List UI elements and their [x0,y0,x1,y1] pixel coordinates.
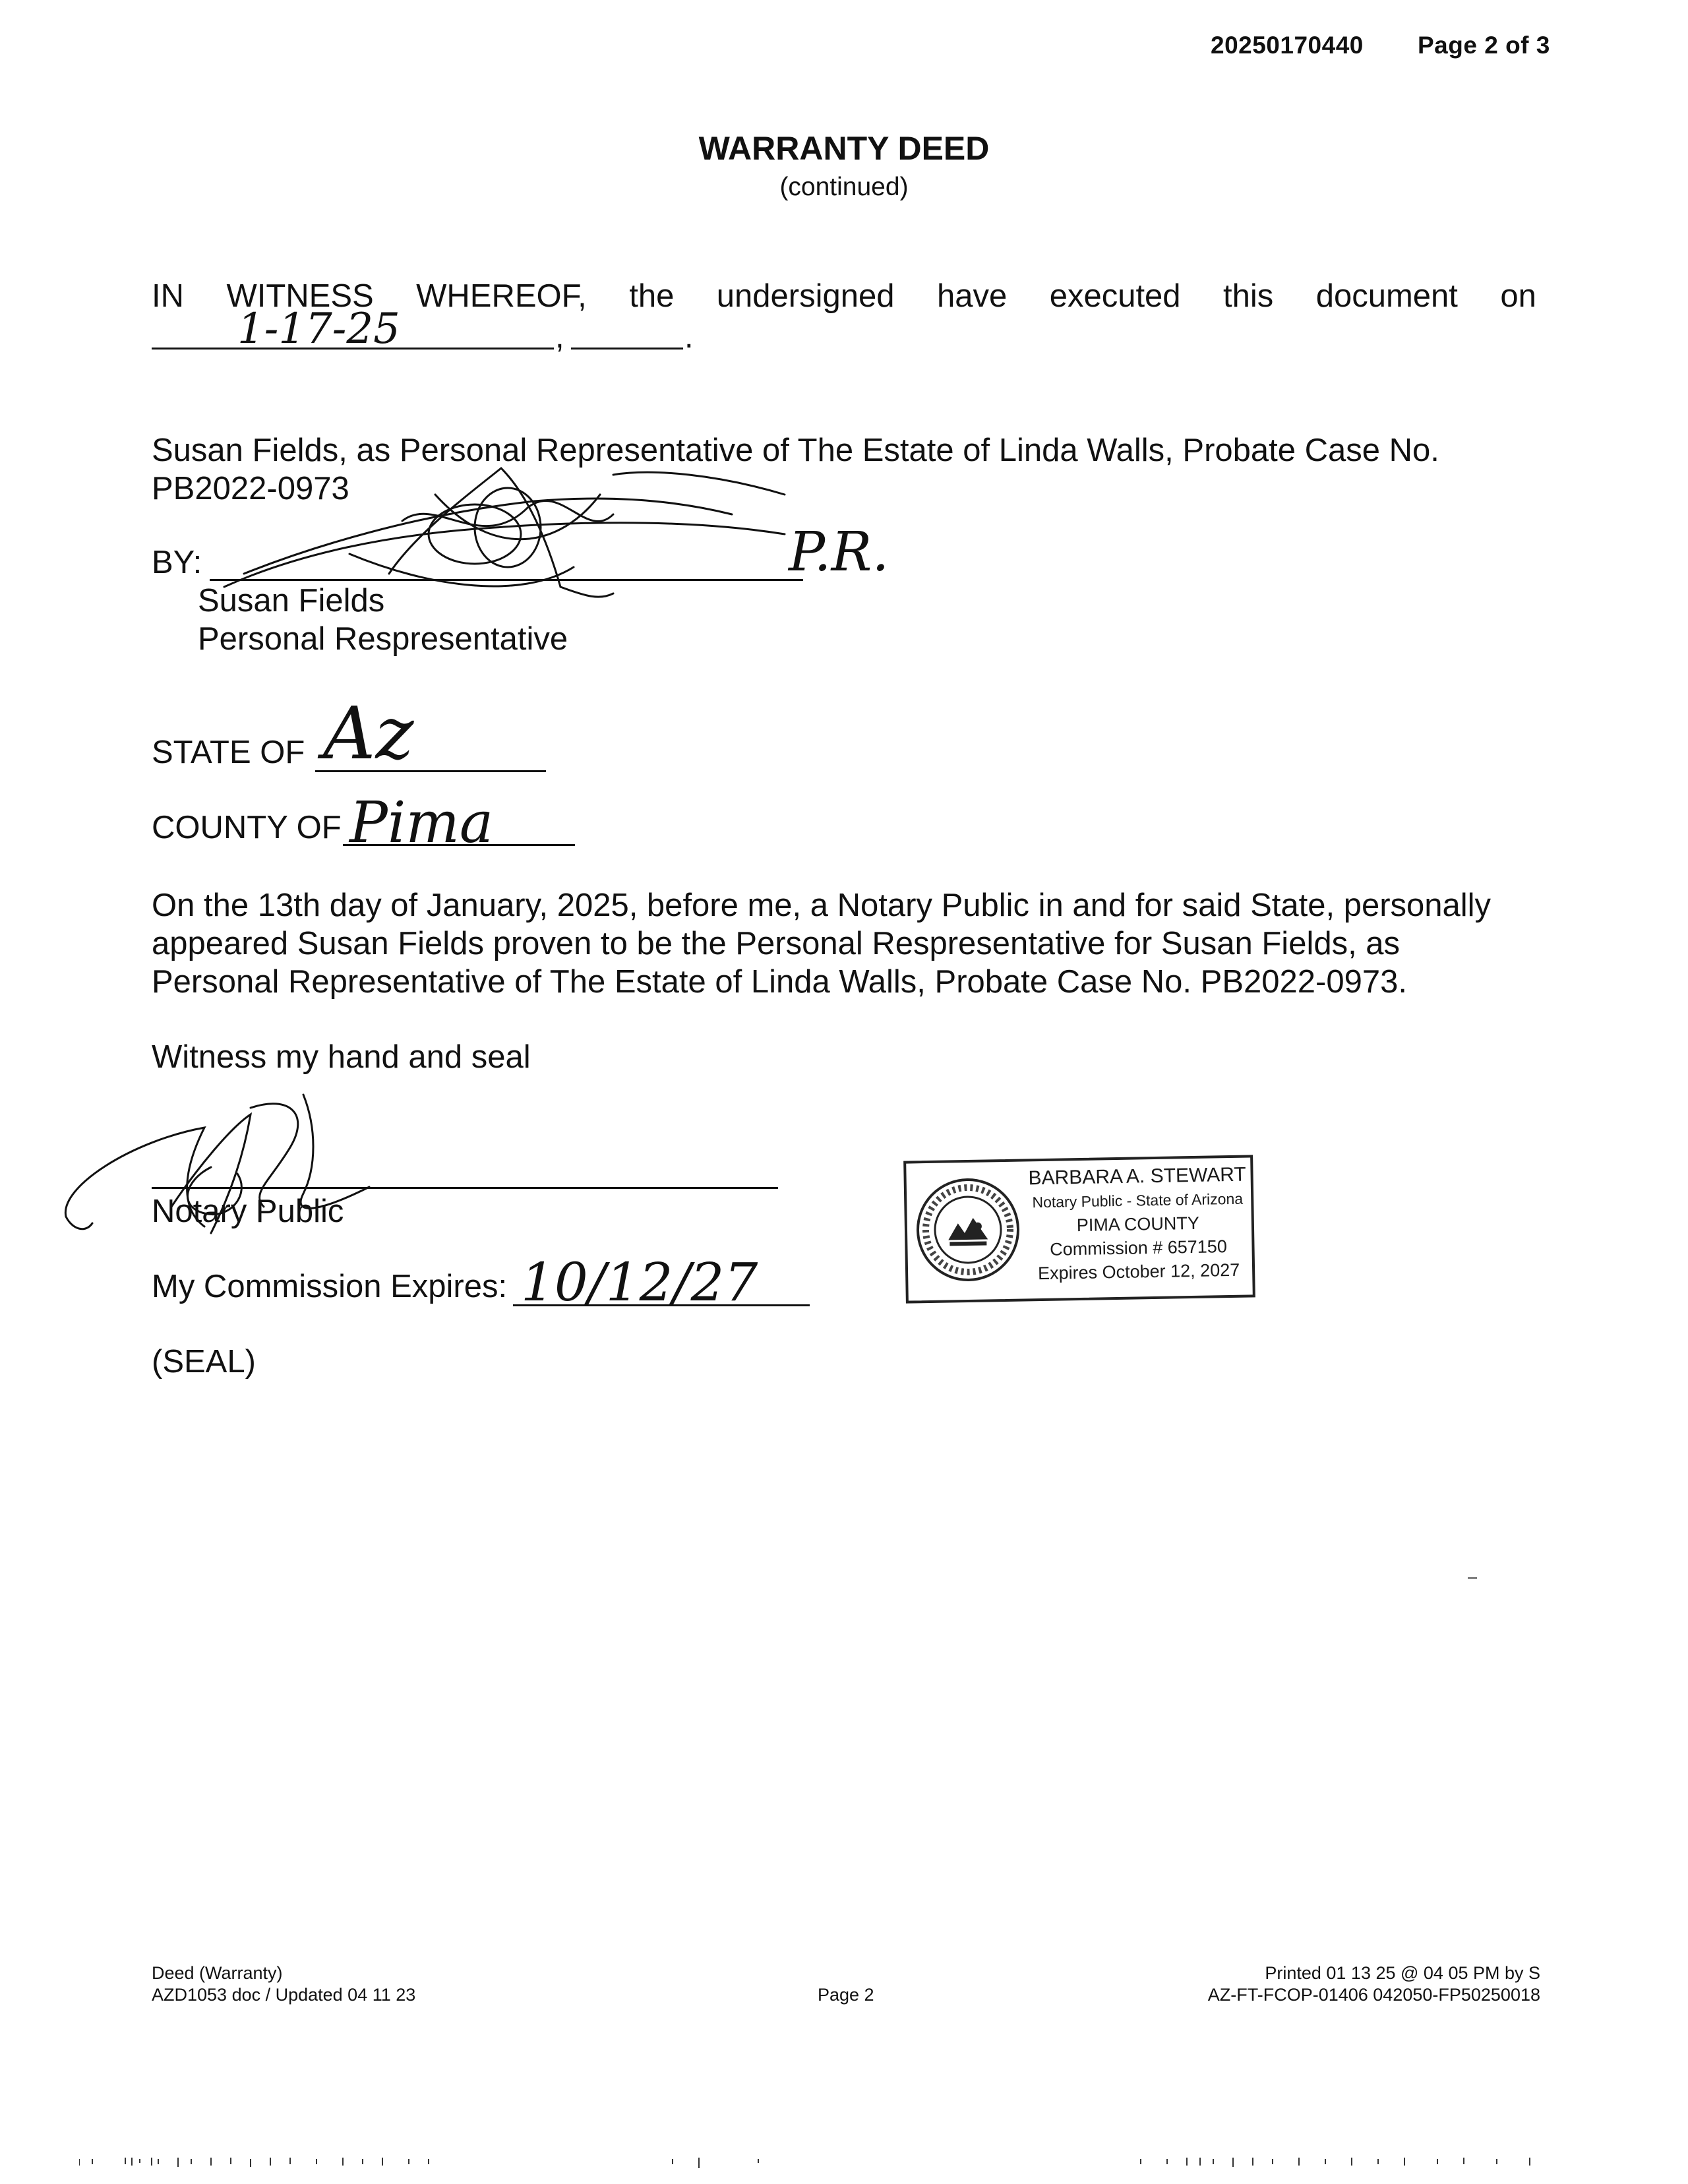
county-label: COUNTY OF [152,810,342,845]
commission-date-handwritten: 10/12/27 [521,1252,758,1313]
execution-year-line [571,348,683,349]
grantor-case-number: PB2022-0973 [152,471,349,506]
document-subtitle: (continued) [779,173,909,201]
scan-speck [1468,1577,1477,1579]
signer-name: Susan Fields [198,583,385,619]
witness-hand-seal: Witness my hand and seal [152,1039,531,1075]
notary-stamp [903,1155,1255,1303]
witness-word: WITNESS [226,278,374,314]
witness-word: document [1315,278,1458,314]
notary-signature-line [152,1187,778,1189]
signer-title: Personal Respresentative [198,621,568,657]
footer-order-id: AZ-FT-FCOP-01406 042050-FP50250018 [1207,1985,1540,2005]
signature-line [210,579,803,581]
witness-word: on [1500,278,1536,314]
acknowledgment-line-2: appeared Susan Fields proven to be the Personal Respresentative for Susan Fields, as [152,926,1401,961]
page-indicator: Page 2 of 3 [1418,32,1550,59]
stamp-county: PIMA COUNTY [1076,1213,1200,1236]
state-label: STATE OF [152,735,305,770]
date-comma: , [555,319,564,355]
footer-form-name: Deed (Warranty) [152,1963,283,1983]
by-label: BY: [152,545,202,580]
witness-word: executed [1049,278,1181,314]
stamp-notary-state: Notary Public - State of Arizona [1032,1190,1244,1211]
witness-word: have [936,278,1008,314]
pr-handwritten: P.R. [789,521,889,584]
footer-form-id: AZD1053 doc / Updated 04 11 23 [152,1985,416,2005]
witness-word: undersigned [716,278,895,314]
execution-date-handwritten: 1-17-25 [237,305,400,353]
witness-word: IN [152,278,184,314]
county-handwritten: Pima [349,790,494,856]
footer-page-number: Page 2 [818,1985,874,2005]
acknowledgment-line-1: On the 13th day of January, 2025, before me, a Notary Public in and for said State, personally [152,888,1492,923]
state-seal-icon [915,1176,1022,1284]
document-title: WARRANTY DEED [698,130,990,167]
stamp-expiration: Expires October 12, 2027 [1037,1259,1240,1284]
witness-word: this [1223,278,1274,314]
scan-barcode-marks [79,2156,1609,2169]
seal-label: (SEAL) [152,1344,256,1380]
stamp-commission-number: Commission # 657150 [1049,1236,1228,1259]
footer-printed-info: Printed 01 13 25 @ 04 05 PM by S [1265,1963,1540,1983]
witness-word: the [629,278,675,314]
stamp-notary-name: BARBARA A. STEWART [1028,1163,1246,1190]
commission-label: My Commission Expires: [152,1269,508,1304]
state-handwritten: Az [323,691,414,775]
witness-word: WHEREOF, [416,278,587,314]
acknowledgment-line-3: Personal Representative of The Estate of Linda Walls, Probate Case No. PB2022-0973. [152,964,1407,1000]
grantor-line-1: Susan Fields, as Personal Representative of The Estate of Linda Walls, Probate Case No. [152,433,1439,468]
notary-public-label: Notary Public [152,1194,344,1229]
date-period: . [684,319,694,355]
notary-signature [53,1088,382,1259]
recording-number: 20250170440 [1211,32,1364,59]
